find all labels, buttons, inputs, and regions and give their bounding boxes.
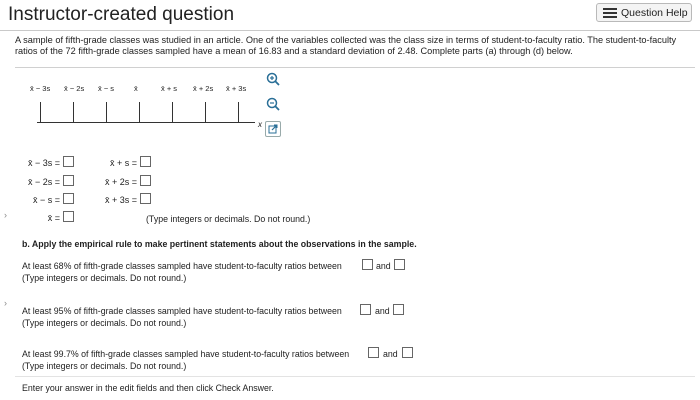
title-bar [0,0,700,31]
question-help-label: Question Help [621,6,688,19]
note-68: (Type integers or decimals. Do not round.) [22,273,187,283]
axis-label: x [258,120,262,129]
label-mean-plus-2s: x̄ + 2s [193,84,214,93]
divider [15,67,695,68]
label-a-plus-3s: x̄ + 3s = [104,195,137,205]
tick-mark [139,102,140,122]
input-mean-minus-3s[interactable] [63,156,74,167]
input-95-lower[interactable] [360,304,371,315]
statement-95: At least 95% of fifth-grade classes sampled have student-to-faculty ratios between [22,306,342,316]
page-title: Instructor-created question [8,4,235,25]
input-997-upper[interactable] [402,347,413,358]
tick-mark [238,102,239,122]
input-95-upper[interactable] [393,304,404,315]
label-mean-minus-s: x̄ − s [98,84,115,93]
label-mean: x̄ [134,84,138,93]
zoom-in-icon[interactable] [266,72,280,86]
label-a-minus-3s: x̄ − 3s = [27,158,60,168]
part-a-note: (Type integers or decimals. Do not round.) [146,214,311,224]
statement-68: At least 68% of fifth-grade classes sampled have student-to-faculty ratios between [22,261,342,271]
label-a-plus-s: x̄ + s = [109,158,137,168]
zoom-out-icon[interactable] [266,97,280,111]
and-68: and [376,261,391,271]
label-a-minus-2s: x̄ − 2s = [27,177,60,187]
input-68-lower[interactable] [362,259,373,270]
input-mean[interactable] [63,211,74,222]
statement-997: At least 99.7% of fifth-grade classes sampled have student-to-faculty ratios between [22,349,350,359]
input-mean-minus-2s[interactable] [63,175,74,186]
list-icon [603,8,617,18]
label-mean-plus-3s: x̄ + 3s [226,84,247,93]
label-a-minus-s: x̄ − s = [32,195,60,205]
label-a-mean: x̄ = [47,213,60,223]
chevron-right-icon: › [4,210,7,220]
note-95: (Type integers or decimals. Do not round.) [22,318,187,328]
part-b-heading: b. Apply the empirical rule to make pertinent statements about the observations in the sample. [22,239,417,249]
tick-mark [73,102,74,122]
and-95: and [375,306,390,316]
note-997: (Type integers or decimals. Do not round.) [22,361,187,371]
problem-statement: A sample of fifth-grade classes was studied in an article. One of the variables collected was the class size in terms of student-to-faculty ratio. The student-to-faculty ratios of the 72 fifth-grade classes sampled have a mean of 16.83 and a standard deviation of 2.48. Complete parts (a) through (d) below. [15,35,677,56]
tick-mark [40,102,41,122]
input-mean-plus-2s[interactable] [140,175,151,186]
label-mean-minus-3s: x̄ − 3s [30,84,51,93]
input-68-upper[interactable] [394,259,405,270]
and-997: and [383,349,398,359]
external-link-icon[interactable] [265,121,281,137]
divider [15,376,695,377]
input-mean-plus-3s[interactable] [140,193,151,204]
tick-mark [172,102,173,122]
question-help-button[interactable] [596,3,692,22]
chevron-right-icon: › [4,298,7,308]
label-mean-plus-s: x̄ + s [161,84,178,93]
input-mean-minus-s[interactable] [63,193,74,204]
input-997-lower[interactable] [368,347,379,358]
tick-mark [205,102,206,122]
label-a-plus-2s: x̄ + 2s = [104,177,137,187]
footer-instruction: Enter your answer in the edit fields and then click Check Answer. [22,383,274,393]
number-line-axis [37,122,255,123]
input-mean-plus-s[interactable] [140,156,151,167]
label-mean-minus-2s: x̄ − 2s [64,84,85,93]
tick-mark [106,102,107,122]
